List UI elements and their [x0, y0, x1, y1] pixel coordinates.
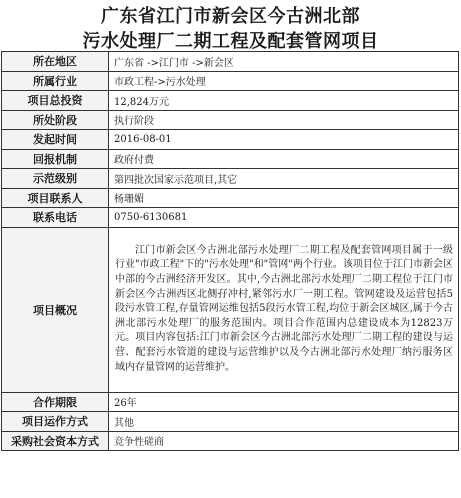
- table-row-demo-level: [2, 169, 459, 189]
- table-row-operation-mode: [2, 412, 459, 432]
- table-row-start-date: [2, 130, 459, 150]
- row-label: 合作期限: [2, 392, 109, 412]
- project-overview-text: 江门市新会区今古洲北部污水处理厂二期工程及配套管网项目属于一级行业"市政工程"下的"污水处理"和"管网"两个行业。该项目位于江门市新会区中部的今古洲经济开发区。其中,今古洲北部污水处理厂二期工程位于江门市新会区今古洲西区北侧孖冲村,紧邻污水厂一期工程。管网建设及运营包括5段污水管工程,存量管网运维包括5段污水管工程,均位于新会区城区,属于今古洲北部污水处理厂的服务范围内。项目合作范围内总建设成本为12823万元。项目内容包括:江门市新会区今古洲北部污水处理厂二期工程的建设与运营、配套污水管道的建设与运营维护以及今古洲北部污水处理厂纳污服务区域内存量管网的运营维护。: [109, 227, 459, 392]
- project-info-table: [1, 51, 459, 451]
- row-value: 竞争性磋商: [109, 431, 459, 451]
- table-row-return-mechanism: [2, 149, 459, 169]
- row-label: 项目联系人: [2, 188, 109, 208]
- page-title: [0, 0, 461, 51]
- row-value: 0750-6130681: [109, 208, 459, 228]
- table-row-overview: [2, 227, 459, 392]
- title-line-2: 污水处理厂二期工程及配套管网项目: [82, 31, 379, 52]
- row-value: 广东省 ->江门市 ->新会区: [109, 52, 459, 72]
- row-label: 项目概况: [2, 227, 109, 392]
- row-label: 所属行业: [2, 71, 109, 91]
- row-label: 示范级别: [2, 169, 109, 189]
- table-row-procurement-method: [2, 431, 459, 451]
- table-row-stage: [2, 110, 459, 130]
- table-row-contact-phone: [2, 208, 459, 228]
- row-value: 第四批次国家示范项目,其它: [109, 169, 459, 189]
- row-value: 市政工程->污水处理: [109, 71, 459, 91]
- row-value: 执行阶段: [109, 110, 459, 130]
- table-row-total-investment: [2, 91, 459, 111]
- table-row-region: [2, 52, 459, 72]
- row-value: 12,824万元: [109, 91, 459, 111]
- row-label: 联系电话: [2, 208, 109, 228]
- row-label: 回报机制: [2, 149, 109, 169]
- row-value: 26年: [109, 392, 459, 412]
- row-label: 发起时间: [2, 130, 109, 150]
- row-value: 政府付费: [109, 149, 459, 169]
- table-row-contact-person: [2, 188, 459, 208]
- row-label: 所处阶段: [2, 110, 109, 130]
- row-label: 项目总投资: [2, 91, 109, 111]
- title-line-1: 广东省江门市新会区今古洲北部: [101, 6, 360, 27]
- row-label: 采购社会资本方式: [2, 431, 109, 451]
- table-row-industry: [2, 71, 459, 91]
- row-value: 2016-08-01: [109, 130, 459, 150]
- table-row-cooperation-period: [2, 392, 459, 412]
- row-label: 项目运作方式: [2, 412, 109, 432]
- row-label: 所在地区: [2, 52, 109, 72]
- row-value: 杨珊媚: [109, 188, 459, 208]
- row-value: 其他: [109, 412, 459, 432]
